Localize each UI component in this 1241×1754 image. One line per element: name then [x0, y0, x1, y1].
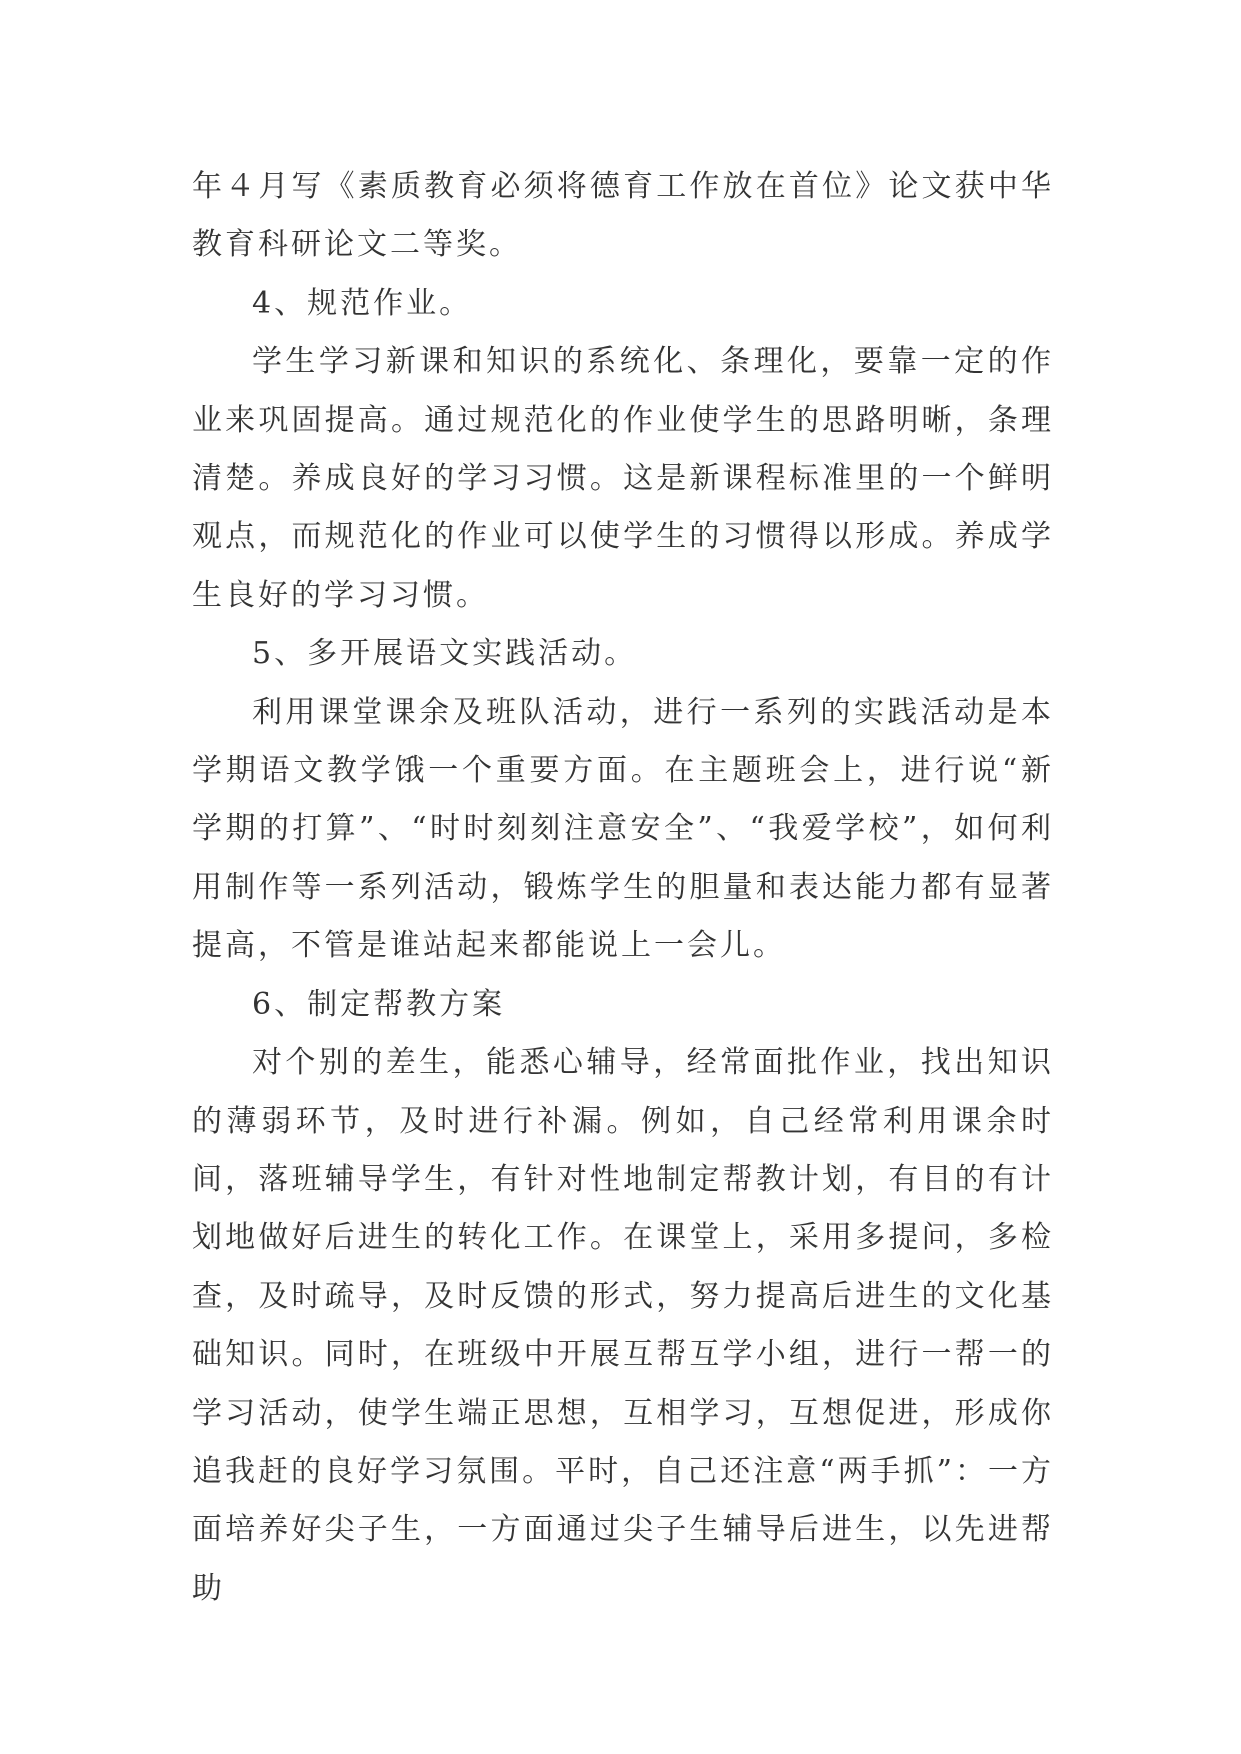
document-body: [192, 158, 1054, 1618]
heading-tutoring-plan: 6、制定帮教方案: [252, 986, 506, 1022]
heading-language-practice: 5、多开展语文实践活动。: [252, 636, 638, 672]
heading-standardize-homework: 4、规范作业。: [252, 285, 473, 321]
paragraph-homework: 学生学习新课和知识的系统化、条理化，要靠一定的作业来巩固提高。通过规范化的作业使学生的思路明晰，条理清楚。养成良好的学习习惯。这是新课程标准里的一个鲜明观点，而规范化的作业可以使学生的习惯得以形成。养成学生良好的学习习惯。: [192, 344, 1054, 613]
paragraph-tutoring-plan: 对个别的差生，能悉心辅导，经常面批作业，找出知识的薄弱环节，及时进行补漏。例如，自己经常利用课余时间，落班辅导学生，有针对性地制定帮教计划，有目的有计划地做好后进生的转化工作。在课堂上，采用多提问，多检查，及时疏导，及时反馈的形式，努力提高后进生的文化基础知识。同时，在班级中开展互帮互学小组，进行一帮一的学习活动，使学生端正思想，互相学习，互想促进，形成你追我赶的良好学习氛围。平时，自己还注意“两手抓”：一方面培养好尖子生，一方面通过尖子生辅导后进生，以先进帮助: [192, 1045, 1054, 1606]
paragraph-language-practice: 利用课堂课余及班队活动，进行一系列的实践活动是本学期语文教学饿一个重要方面。在主题班会上，进行说“新学期的打算”、“时时刻刻注意安全”、“我爱学校”，如何利用制作等一系列活动，锻炼学生的胆量和表达能力都有显著提高，不管是谁站起来都能说上一会儿。: [192, 694, 1054, 964]
paragraph-award-continuation: 年４月写《素质教育必须将德育工作放在首位》论文获中华教育科研论文二等奖。: [192, 169, 1054, 263]
